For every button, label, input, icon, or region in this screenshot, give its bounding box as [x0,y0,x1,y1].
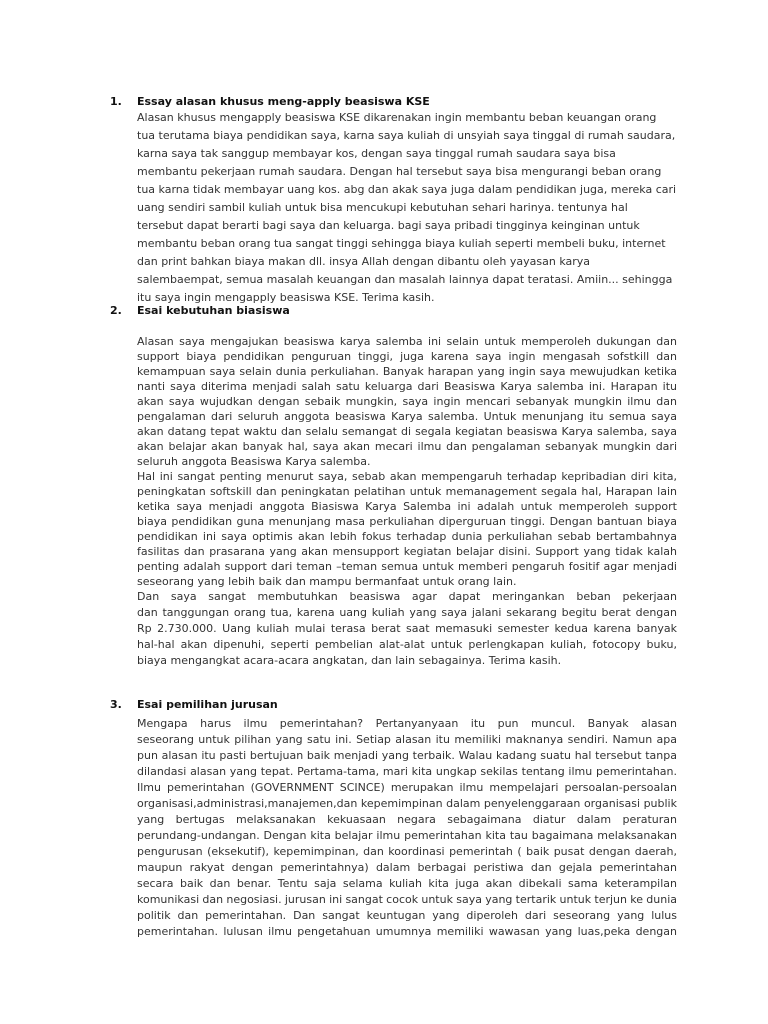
text-line: akan belajar akan banyak hal, saya akan mecari ilmu dan pengalaman sebanyak mungkin dari [137,440,677,453]
text-line: biaya mengangkat acara-acara angkatan, dan lain sebagainya. Terima kasih. [137,654,562,667]
text-line: komunikasi dan negosiasi. jurusan ini sangat cocok untuk saya yang tertarik untuk terjun ke dunia [137,893,677,906]
text-line: pendidikan ini saya optimis akan lebih fokus terhadap dunia perkuliahan sebab bertambahnya [137,530,677,543]
text-line: nanti saya diterima menjadi salah satu keluarga dari Beasiswa Karya salemba ini. Harapan itu [137,380,677,393]
text-line: organisasi,administrasi,manajemen,dan kepemimpinan dalam penyelenggaraan organisasi publik [137,797,677,810]
text-line: Dan saya sangat membutuhkan beasiswa agar dapat meringankan beban pekerjaan [137,590,677,603]
text-line: akan datang tepat waktu dan selalu semangat di segala kegiatan beasiswa Karya salemba, saya [137,425,677,438]
section-3-title: Esai pemilihan jurusan [137,698,278,711]
text-line: Alasan saya mengajukan beasiswa karya salemba ini selain untuk memperoleh dukungan dan [137,335,677,348]
text-line: Rp 2.730.000. Uang kuliah mulai terasa berat saat memasuki semester kedua karena banyak [137,622,677,635]
text-line: politik dan pemerintahan. Dan sangat keuntugan yang diperoleh dari seseorang yang lulus [137,909,677,922]
text-line: kemampuan saya selain dunia perkuliahan. Banyak harapan yang ingin saya mewujudkan ketika [137,365,677,378]
text-line: membantu beban orang tua sangat tinggi sehingga biaya kuliah seperti membeli buku, internet [137,237,666,250]
text-line: akan saya wujudkan dengan sebaik mungkin, saya ingin mencari sebanyak mungkin ilmu dan [137,395,677,408]
section-3-number: 3. [110,698,122,711]
text-line: Mengapa harus ilmu pemerintahan? Pertanyanyaan itu pun muncul. Banyak alasan [137,717,677,730]
text-line: membantu pekerjaan rumah saudara. Dengan hal tersebut saya bisa mengurangi beban orang [137,165,662,178]
text-line: tua karna tidak membayar uang kos. abg dan akak saya juga dalam pendidikan juga, mereka cari [137,183,677,196]
text-line: Hal ini sangat penting menurut saya, sebab akan mempengaruh terhadap kepribadian diri kita, [137,470,677,483]
section-1-title: Essay alasan khusus meng-apply beasiswa KSE [137,95,430,108]
text-line: pengalaman dari seluruh anggota beasiswa Karya salemba. Untuk menunjang itu semua saya [137,410,677,423]
text-line: secara baik dan benar. Tentu saja selama kuliah kita juga akan dibekali sama keterampilan [137,877,677,890]
text-line: ketika saya menjadi anggota Biasiswa Karya Salemba ini adalah untuk memperoleh support [137,500,677,513]
text-line: tua terutama biaya pendidikan saya, karna saya kuliah di unsyiah saya tinggal di rumah saudara, [137,129,676,142]
text-line: support biaya pendidikan penguruan tinggi, juga karena saya ingin mengasah sofstkill dan [137,350,677,363]
section-2-title: Esai kebutuhan biasiswa [137,304,290,317]
text-line: pemerintahan. lulusan ilmu pengetahuan umumnya memiliki wawasan yang luas,peka dengan [137,925,677,938]
text-line: seluruh anggota Beasiswa Karya salemba. [137,455,371,468]
text-line: dilandasi alasan yang tepat. Pertama-tama, mari kita ungkap sekilas tentang ilmu pemerintahan. [137,765,677,778]
text-line: uang sendiri sambil kuliah untuk bisa mencukupi kebutuhan sehari harinya. tentunya hal [137,201,628,214]
text-line: maupun rakyat dengan pemerintahnya) dalam berbagai peristiwa dan gejala pemerintahan [137,861,677,874]
text-line: dan print bahkan biaya makan dll. insya Allah dengan dibantu oleh yayasan karya [137,255,591,268]
text-line: salembaempat, semua masalah keuangan dan masalah lainnya dapat teratasi. Amiin... sehingga [137,273,673,286]
text-line: peningkatan softskill dan peningkatan pelatihan untuk memanagement segala hal, Harapan lain [137,485,677,498]
text-line: tersebut dapat berarti bagi saya dan keluarga. bagi saya pribadi tingginya keinginan untuk [137,219,640,232]
text-line: biaya pendidikan guna menunjang masa perkuliahan diperguruan tinggi. Dengan bantuan biaya [137,515,677,528]
section-2-number: 2. [110,304,122,317]
text-line: Ilmu pemerintahan (GOVERNMENT SCINCE) merupakan ilmu mempelajari persoalan-persoalan [137,781,677,794]
text-line: fasilitas dan prasarana yang akan mensupport kegiatan belajar disini. Support yang tidak kalah [137,545,677,558]
text-line: pengurusan (eksekutif), kepemimpinan, dan koordinasi pemerintah ( baik pusat dengan daerah, [137,845,677,858]
text-line: seseorang untuk pilihan yang satu ini. Setiap alasan itu memiliki maknanya sendiri. Namun apa [137,733,677,746]
text-line: dan tanggungan orang tua, karena uang kuliah yang saya jalani sekarang begitu berat dengan [137,606,677,619]
text-line: perundang-undangan. Dengan kita belajar ilmu pemerintahan kita tau bagaimana melaksanakan [137,829,677,842]
text-line: yang bertugas melaksanakan kekuasaan negara sebagaimana diatur dalam peraturan [137,813,677,826]
text-line: itu saya ingin mengapply beasiswa KSE. Terima kasih. [137,291,435,304]
text-line: seseorang yang lebih baik dan mampu bermanfaat untuk orang lain. [137,575,517,588]
text-line: penting adalah support dari teman –teman semua untuk memberi pengaruh fositif agar menjadi [137,560,677,573]
text-line: hal-hal akan dipenuhi, seperti pembelian alat-alat untuk perlengkapan kuliah, fotocopy buku, [137,638,677,651]
text-line: pun alasan itu pasti bertujuan baik menjadi yang terbaik. Walau kadang suatu hal tersebut tanpa [137,749,677,762]
text-line: Alasan khusus mengapply beasiswa KSE dikarenakan ingin membantu beban keuangan orang [137,111,657,124]
section-1-number: 1. [110,95,122,108]
text-line: karna saya tak sanggup membayar kos, dengan saya tinggal rumah saudara saya bisa [137,147,616,160]
